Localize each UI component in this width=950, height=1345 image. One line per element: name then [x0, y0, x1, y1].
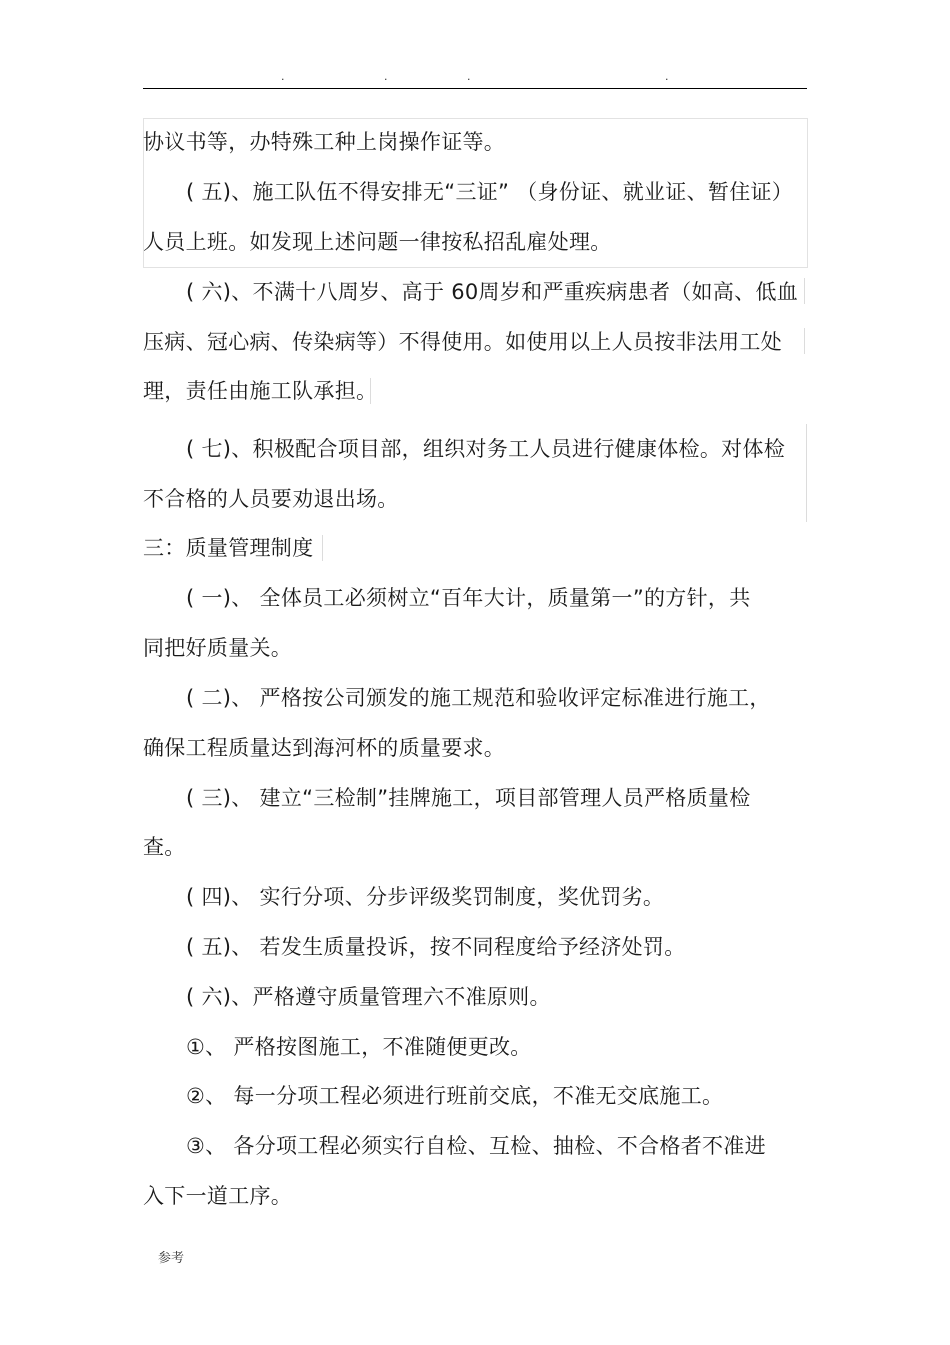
- list-item: ①、 严格按图施工，不准随便更改。: [186, 1035, 532, 1059]
- text-line: ( 四)、 实行分项、分步评级奖罚制度，奖优罚劣。: [186, 885, 665, 909]
- text-line: 同把好质量关。: [143, 636, 293, 660]
- text-line: 人员上班。如发现上述问题一律按私招乱雇处理。: [143, 230, 612, 254]
- text-line: 理，责任由施工队承担。: [143, 379, 378, 403]
- frame-edge: [804, 328, 805, 354]
- footer-label: 参考: [158, 1251, 185, 1266]
- text-line: ( 三)、 建立“三检制”挂牌施工，项目部管理人员严格质量检: [186, 786, 751, 810]
- text-line: ( 五)、 若发生质量投诉，按不同程度给予经济处罚。: [186, 935, 686, 959]
- header-rule: [143, 88, 807, 89]
- list-item: ③、 各分项工程必须实行自检、互检、抽检、不合格者不准进: [186, 1134, 766, 1158]
- header-dot: .: [281, 70, 285, 83]
- header-dots: [0, 70, 950, 84]
- text-line: 查。: [143, 835, 186, 859]
- section-heading: 三：质量管理制度: [143, 536, 314, 560]
- header-dot: .: [467, 70, 471, 83]
- text-line: ( 七)、积极配合项目部，组织对务工人员进行健康体检。对体检: [186, 437, 786, 461]
- frame-edge: [804, 278, 805, 304]
- list-item: ②、 每一分项工程必须进行班前交底，不准无交底施工。: [186, 1084, 724, 1108]
- header-dot: .: [384, 70, 388, 83]
- text-line: 协议书等，办特殊工种上岗操作证等。: [143, 130, 506, 154]
- text-line: ( 五)、施工队伍不得安排无“三证” （身份证、就业证、暂住证）: [186, 180, 794, 204]
- text-line: ( 六)、不满十八周岁、高于 60周岁和严重疾病患者（如高、低血: [186, 280, 799, 304]
- text-line: 确保工程质量达到海河杯的质量要求。: [143, 736, 506, 760]
- text-line: 压病、冠心病、传染病等）不得使用。如使用以上人员按非法用工处: [143, 330, 782, 354]
- text-line: ( 六)、严格遵守质量管理六不准原则。: [186, 985, 551, 1009]
- text-line: ( 二)、 严格按公司颁发的施工规范和验收评定标准进行施工，: [186, 686, 771, 710]
- text-line: 不合格的人员要劝退出场。: [143, 487, 399, 511]
- text-line: 入下一道工序。: [143, 1184, 293, 1208]
- frame-edge: [322, 535, 323, 561]
- header-dot: .: [665, 70, 669, 83]
- frame-edge: [806, 424, 807, 522]
- text-line: ( 一)、 全体员工必须树立“百年大计，质量第一”的方针，共: [186, 586, 751, 610]
